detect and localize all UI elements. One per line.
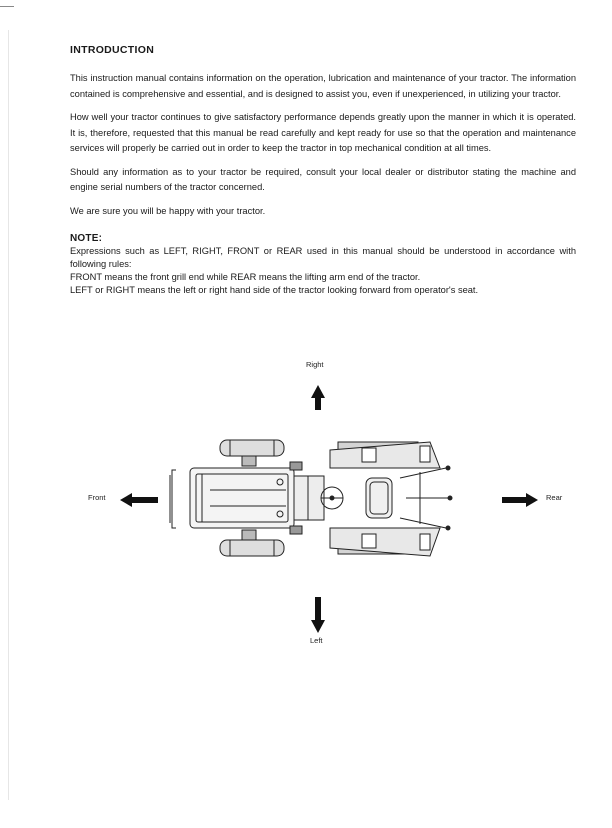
note-line-2: FRONT means the front grill end while REAR means the lifting arm end of the tractor. xyxy=(70,272,421,282)
label-front: Front xyxy=(88,493,106,502)
note-line-1: Expressions such as LEFT, RIGHT, FRONT or REAR used in this manual should be understood in accordance with following rules: xyxy=(70,246,576,269)
label-rear: Rear xyxy=(546,493,563,502)
page-edge-line xyxy=(8,30,9,800)
note-title: NOTE: xyxy=(70,233,103,244)
arrow-up-icon xyxy=(311,385,325,410)
intro-paragraph-4: We are sure you will be happy with your tractor. xyxy=(70,205,266,216)
arrow-right-icon xyxy=(502,493,538,507)
note-line-3: LEFT or RIGHT means the left or right hand side of the tractor looking forward from operator's seat. xyxy=(70,285,479,295)
tractor-top-view-icon xyxy=(170,440,452,556)
intro-paragraph-3: Should any information as to your tractor be required, consult your local dealer or distributor stating the machine and engine serial numbers of the tractor concerned. xyxy=(70,166,576,192)
tractor-orientation-diagram xyxy=(70,350,570,660)
corner-mark xyxy=(0,6,14,7)
diagram-drawing xyxy=(70,350,570,660)
label-right: Right xyxy=(306,360,324,369)
label-left: Left xyxy=(310,636,323,645)
arrow-left-icon xyxy=(120,493,158,507)
document-body xyxy=(70,44,576,297)
arrow-down-icon xyxy=(311,597,325,633)
intro-title: INTRODUCTION xyxy=(70,44,155,56)
intro-paragraph-2: How well your tractor continues to give satisfactory performance depends greatly upon the manner in which it is operated. It is, therefore, requested that this manual be read carefully and kept ready for use so that the operation and maintenance services will properly be carried out in order to keep the tractor in top mechanical condition at all times. xyxy=(70,112,576,153)
intro-paragraph-1: This instruction manual contains information on the operation, lubrication and maintenance of your tractor. The information contained is comprehensive and essential, and is designed to assist you, even if unexperienced, in utilizing your tractor. xyxy=(70,73,576,99)
